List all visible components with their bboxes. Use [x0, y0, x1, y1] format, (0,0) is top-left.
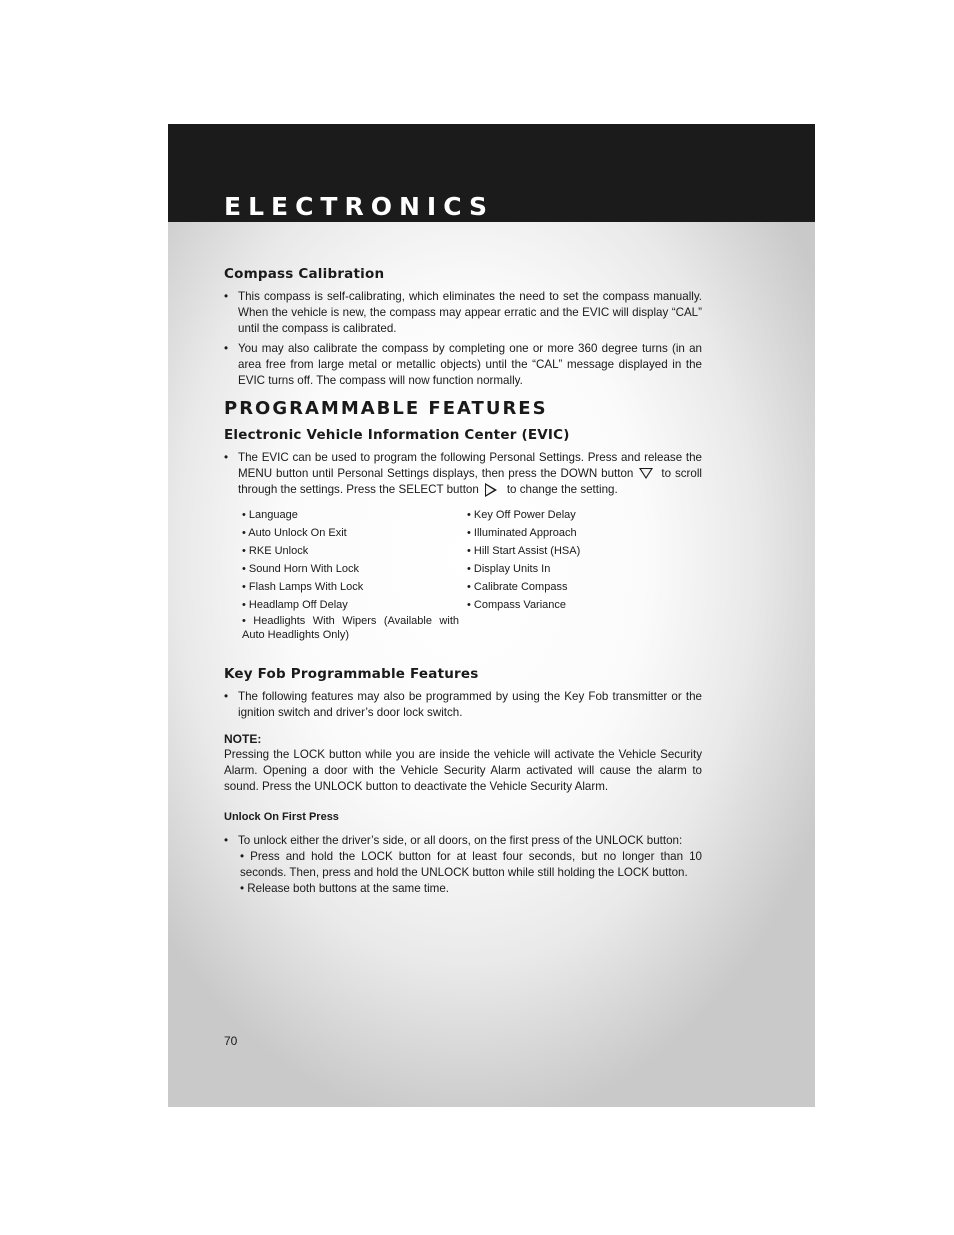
setting-item: • Compass Variance	[467, 599, 567, 611]
note-text: Pressing the LOCK button while you are inside the vehicle will activate the Vehicle Security Alarm. Opening a door with the Vehicle Security Alarm activated will cause the alarm to sound. Press the UNLOCK button to deactivate the Vehicle Security Alarm.	[224, 748, 702, 793]
compass-bullet-list	[224, 289, 702, 389]
setting-item: • Headlights With Wipers (Available with Auto Headlights Only)	[242, 615, 459, 641]
evic-text-part-2: to scroll through the settings. Press the SELECT button	[238, 467, 702, 496]
unlock-bullet: • To unlock either the driver’s side, or all doors, on the first press of the UNLOCK button:	[224, 833, 702, 849]
setting-item: • Headlamp Off Delay	[242, 599, 348, 611]
page-number: 70	[224, 1034, 238, 1048]
setting-item: • Hill Start Assist (HSA)	[467, 545, 581, 557]
setting-item: • Language	[242, 509, 298, 521]
chapter-header	[168, 124, 815, 222]
manual-page	[168, 124, 815, 1107]
unlock-first-press-heading: Unlock On First Press	[224, 811, 339, 823]
setting-item: • RKE Unlock	[242, 545, 309, 557]
key-fob-heading: Key Fob Programmable Features	[224, 666, 479, 682]
evic-heading: Electronic Vehicle Information Center (EVIC)	[224, 427, 570, 443]
setting-item: • Illuminated Approach	[467, 527, 577, 539]
personal-settings-list	[242, 506, 702, 642]
compass-bullet: • This compass is self-calibrating, which eliminates the need to set the compass manually. When the vehicle is new, the compass may appear erratic and the EVIC will display “CAL” until the compass is calibrated.	[224, 289, 702, 337]
evic-text-part-1: The EVIC can be used to program the following Personal Settings. Press and release the MENU button until Personal Settings displays, then press the DOWN button	[238, 451, 702, 480]
select-button-icon	[485, 483, 497, 497]
setting-item: • Flash Lamps With Lock	[242, 581, 364, 593]
evic-bullet-list	[224, 450, 702, 498]
setting-item: • Auto Unlock On Exit	[242, 527, 347, 539]
key-fob-bullet-list	[224, 689, 702, 721]
page-content	[224, 266, 702, 897]
settings-column-left	[242, 506, 467, 642]
setting-item: • Sound Horn With Lock	[242, 563, 359, 575]
chapter-title: ELECTRONICS	[224, 192, 495, 221]
unlock-bullet-list	[224, 833, 702, 849]
evic-text-part-3: to change the setting.	[506, 483, 618, 496]
unlock-step: • Press and hold the LOCK button for at least four seconds, but no longer than 10 seconds. Then, press and hold the UNLOCK button while still holding the LOCK button.	[240, 850, 702, 879]
setting-item: • Display Units In	[467, 563, 551, 575]
settings-column-right	[467, 506, 692, 642]
down-button-icon	[639, 468, 653, 479]
compass-calibration-heading: Compass Calibration	[224, 266, 385, 282]
key-fob-bullet: • The following features may also be programmed by using the Key Fob transmitter or the ignition switch and driver’s door lock switch.	[224, 689, 702, 721]
setting-item: • Key Off Power Delay	[467, 509, 576, 521]
unlock-step: • Release both buttons at the same time.	[240, 882, 449, 895]
programmable-features-heading: PROGRAMMABLE FEATURES	[224, 398, 548, 419]
evic-bullet	[224, 450, 702, 498]
setting-item: • Calibrate Compass	[467, 581, 568, 593]
compass-bullet: • You may also calibrate the compass by completing one or more 360 degree turns (in an area free from large metal or metallic objects) until the “CAL” message displayed in the EVIC turns off. The compass will now function normally.	[224, 341, 702, 389]
note-label: NOTE:	[224, 732, 262, 746]
